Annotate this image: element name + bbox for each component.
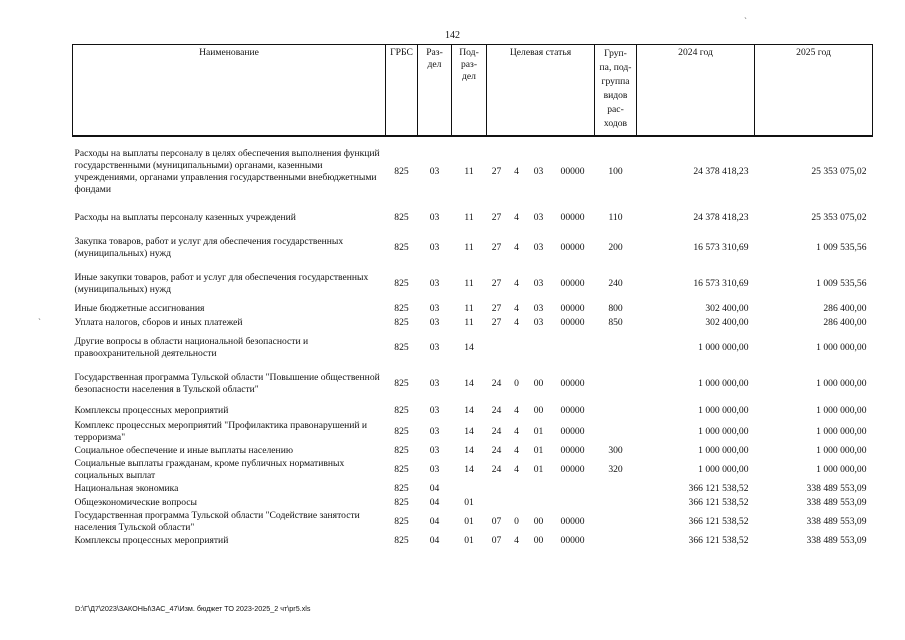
cell-name: Закупка товаров, работ и услуг для обеспечения государственных (муниципальных) нужд bbox=[74, 236, 344, 259]
cell-target-type: 0 bbox=[514, 516, 519, 527]
cell-target-type: 4 bbox=[514, 278, 519, 289]
cell-expense-group bbox=[595, 482, 637, 496]
cell-target-program: 27 bbox=[491, 278, 502, 289]
cell-2025: 1 000 000,00 bbox=[816, 464, 867, 475]
cell-2024: 302 400,00 bbox=[705, 317, 749, 328]
cell-target-direction bbox=[551, 482, 595, 496]
cell-target-subprogram: 01 bbox=[533, 464, 544, 475]
cell-expense-group: 850 bbox=[608, 317, 623, 328]
cell-target-direction: 00000 bbox=[560, 445, 585, 456]
cell-grbs: 825 bbox=[394, 212, 409, 223]
cell-podrazdel: 11 bbox=[464, 242, 474, 253]
cell-target-program: 24 bbox=[491, 378, 502, 389]
cell-razdel: 03 bbox=[429, 165, 440, 177]
cell-target-direction: 00000 bbox=[560, 464, 585, 475]
cell-target-type: 4 bbox=[514, 535, 519, 546]
table-row bbox=[73, 206, 873, 230]
cell-target-type: 0 bbox=[514, 378, 519, 389]
cell-target-subprogram bbox=[527, 330, 551, 366]
page-number: 142 bbox=[445, 30, 460, 41]
cell-2024: 366 121 538,52 bbox=[688, 483, 749, 494]
table-row bbox=[73, 482, 873, 496]
cell-2025: 338 489 553,09 bbox=[806, 535, 867, 546]
cell-grbs: 825 bbox=[394, 445, 409, 456]
cell-2024: 1 000 000,00 bbox=[698, 426, 749, 437]
cell-podrazdel: 14 bbox=[464, 378, 474, 389]
cell-2024: 24 378 418,23 bbox=[693, 165, 749, 177]
cell-expense-group bbox=[595, 366, 637, 402]
cell-target-type bbox=[507, 482, 527, 496]
cell-target-direction bbox=[551, 330, 595, 366]
cell-2025: 1 000 000,00 bbox=[816, 445, 867, 456]
table-row bbox=[73, 402, 873, 420]
cell-target-program: 24 bbox=[491, 464, 502, 475]
cell-2025: 1 009 535,56 bbox=[816, 242, 867, 253]
cell-2024: 1 000 000,00 bbox=[698, 464, 749, 475]
cell-razdel: 04 bbox=[429, 535, 440, 546]
cell-target-direction: 00000 bbox=[560, 278, 585, 289]
cell-target-direction: 00000 bbox=[560, 212, 585, 223]
cell-expense-group: 200 bbox=[608, 242, 623, 253]
cell-expense-group: 240 bbox=[608, 278, 623, 289]
cell-target-type: 4 bbox=[514, 242, 519, 253]
header-expense-group: Груп- па, под- группа видов рас- ходов bbox=[595, 45, 637, 137]
cell-2025: 1 000 000,00 bbox=[816, 342, 867, 353]
cell-target-program bbox=[487, 496, 507, 510]
cell-podrazdel: 01 bbox=[464, 535, 474, 546]
cell-2025: 1 000 000,00 bbox=[816, 426, 867, 437]
cell-2025: 25 353 075,02 bbox=[811, 165, 867, 177]
cell-name: Государственная программа Тульской области "Содействие занятости населения Тульской области" bbox=[74, 510, 360, 533]
header-2024: 2024 год bbox=[637, 45, 755, 137]
cell-target-direction: 00000 bbox=[560, 405, 585, 416]
cell-razdel: 03 bbox=[429, 445, 440, 456]
cell-razdel: 03 bbox=[429, 426, 440, 437]
cell-podrazdel: 14 bbox=[464, 405, 474, 416]
cell-razdel: 03 bbox=[429, 317, 440, 328]
cell-target-program: 24 bbox=[491, 405, 502, 416]
header-razdel: Раз- дел bbox=[418, 45, 452, 137]
cell-expense-group bbox=[595, 510, 637, 534]
cell-target-direction: 00000 bbox=[560, 242, 585, 253]
cell-target-type bbox=[507, 330, 527, 366]
cell-target-program bbox=[487, 330, 507, 366]
cell-grbs: 825 bbox=[394, 303, 409, 314]
cell-target-subprogram: 03 bbox=[533, 212, 544, 223]
cell-target-subprogram: 03 bbox=[533, 303, 544, 314]
cell-2025: 338 489 553,09 bbox=[806, 516, 867, 527]
cell-2024: 1 000 000,00 bbox=[698, 405, 749, 416]
cell-expense-group: 320 bbox=[608, 464, 623, 475]
table-row bbox=[73, 230, 873, 266]
cell-razdel: 03 bbox=[429, 303, 440, 314]
cell-target-type: 4 bbox=[514, 426, 519, 437]
cell-grbs: 825 bbox=[394, 535, 409, 546]
cell-razdel: 03 bbox=[429, 378, 440, 389]
table-row bbox=[73, 458, 873, 482]
table-row bbox=[73, 534, 873, 548]
cell-grbs: 825 bbox=[394, 242, 409, 253]
cell-podrazdel: 14 bbox=[464, 426, 474, 437]
cell-2024: 366 121 538,52 bbox=[688, 535, 749, 546]
cell-2024: 1 000 000,00 bbox=[698, 445, 749, 456]
cell-podrazdel: 14 bbox=[464, 445, 474, 456]
cell-2025: 338 489 553,09 bbox=[806, 483, 867, 494]
cell-2025: 1 009 535,56 bbox=[816, 278, 867, 289]
cell-expense-group: 800 bbox=[608, 303, 623, 314]
cell-name: Иные закупки товаров, работ и услуг для обеспечения государственных (муниципальных) нужд bbox=[74, 272, 369, 295]
cell-target-direction bbox=[551, 496, 595, 510]
cell-target-direction: 00000 bbox=[560, 165, 585, 177]
cell-target-type: 4 bbox=[514, 212, 519, 223]
cell-grbs: 825 bbox=[394, 464, 409, 475]
cell-podrazdel: 01 bbox=[464, 516, 474, 527]
table-body bbox=[73, 136, 873, 548]
cell-grbs: 825 bbox=[394, 426, 409, 437]
cell-expense-group bbox=[595, 330, 637, 366]
cell-2024: 1 000 000,00 bbox=[698, 342, 749, 353]
cell-target-direction: 00000 bbox=[560, 516, 585, 527]
cell-target-direction: 00000 bbox=[560, 378, 585, 389]
cell-podrazdel: 14 bbox=[464, 464, 474, 475]
cell-target-direction: 00000 bbox=[560, 317, 585, 328]
header-row bbox=[73, 45, 873, 137]
cell-name: Комплекс процессных мероприятий "Профилактика правонарушений и терроризма" bbox=[74, 420, 368, 443]
table-row bbox=[73, 510, 873, 534]
cell-2025: 25 353 075,02 bbox=[811, 212, 867, 223]
cell-target-direction: 00000 bbox=[560, 535, 585, 546]
table-row bbox=[73, 496, 873, 510]
cell-expense-group bbox=[595, 402, 637, 420]
cell-target-type bbox=[507, 496, 527, 510]
cell-podrazdel: 11 bbox=[464, 278, 474, 289]
cell-2025: 1 000 000,00 bbox=[816, 405, 867, 416]
cell-podrazdel: 11 bbox=[464, 212, 474, 223]
cell-expense-group bbox=[595, 496, 637, 510]
cell-podrazdel: 11 bbox=[464, 165, 474, 177]
cell-target-subprogram bbox=[527, 496, 551, 510]
cell-target-program: 27 bbox=[491, 242, 502, 253]
cell-podrazdel: 11 bbox=[464, 317, 474, 328]
cell-target-program: 07 bbox=[491, 516, 502, 527]
cell-2025: 1 000 000,00 bbox=[816, 378, 867, 389]
cell-target-direction: 00000 bbox=[560, 426, 585, 437]
cell-target-program: 27 bbox=[491, 303, 502, 314]
table-row bbox=[73, 366, 873, 402]
cell-target-direction: 00000 bbox=[560, 303, 585, 314]
cell-target-program: 27 bbox=[491, 165, 502, 177]
cell-target-program: 27 bbox=[491, 317, 502, 328]
cell-razdel: 03 bbox=[429, 342, 440, 353]
cell-2024: 302 400,00 bbox=[705, 303, 749, 314]
header-2025: 2025 год bbox=[755, 45, 873, 137]
cell-name: Национальная экономика bbox=[74, 483, 179, 494]
header-name: Наименование bbox=[73, 45, 386, 137]
cell-name: Государственная программа Тульской области "Повышение общественной безопасности населения в Тульской области" bbox=[74, 372, 380, 395]
cell-target-program bbox=[487, 482, 507, 496]
cell-target-type: 4 bbox=[514, 445, 519, 456]
budget-table-container bbox=[72, 44, 872, 548]
cell-razdel: 03 bbox=[429, 405, 440, 416]
cell-target-program: 27 bbox=[491, 212, 502, 223]
cell-target-subprogram: 00 bbox=[533, 535, 544, 546]
cell-2024: 366 121 538,52 bbox=[688, 516, 749, 527]
table-row bbox=[73, 302, 873, 316]
cell-target-subprogram: 03 bbox=[533, 278, 544, 289]
cell-name: Общеэкономические вопросы bbox=[74, 497, 197, 508]
table-row bbox=[73, 444, 873, 458]
file-path-footer: D:\Г\Д7\2023\ЗАКОНЫ\ЗАС_47\Изм. бюджет ТО 2023-2025_2 чт\pr5.xls bbox=[75, 604, 311, 613]
header-grbs: ГРБС bbox=[386, 45, 418, 137]
cell-grbs: 825 bbox=[394, 165, 409, 177]
cell-target-subprogram: 01 bbox=[533, 426, 544, 437]
cell-razdel: 04 bbox=[429, 516, 440, 527]
cell-2024: 1 000 000,00 bbox=[698, 378, 749, 389]
cell-target-type: 4 bbox=[514, 464, 519, 475]
cell-target-subprogram: 01 bbox=[533, 445, 544, 456]
header-podrazdel: Под- раз- дел bbox=[452, 45, 487, 137]
cell-razdel: 03 bbox=[429, 212, 440, 223]
cell-podrazdel bbox=[452, 482, 487, 496]
cell-razdel: 03 bbox=[429, 464, 440, 475]
cell-target-subprogram: 03 bbox=[533, 317, 544, 328]
cell-2024: 16 573 310,69 bbox=[693, 242, 749, 253]
table-row bbox=[73, 420, 873, 444]
cell-name: Комплексы процессных мероприятий bbox=[74, 405, 229, 416]
cell-target-subprogram: 00 bbox=[533, 378, 544, 389]
scan-mark: ˋ bbox=[744, 16, 747, 26]
cell-grbs: 825 bbox=[394, 378, 409, 389]
cell-expense-group: 110 bbox=[608, 212, 623, 223]
cell-grbs: 825 bbox=[394, 278, 409, 289]
scan-mark: ˏ bbox=[38, 310, 41, 320]
cell-grbs: 825 bbox=[394, 317, 409, 328]
cell-name: Расходы на выплаты персоналу казенных учреждений bbox=[74, 212, 296, 223]
cell-expense-group bbox=[595, 534, 637, 548]
cell-razdel: 03 bbox=[429, 242, 440, 253]
cell-target-subprogram: 03 bbox=[533, 242, 544, 253]
table-row bbox=[73, 316, 873, 330]
cell-2025: 286 400,00 bbox=[823, 317, 867, 328]
cell-name: Иные бюджетные ассигнования bbox=[74, 303, 205, 314]
cell-grbs: 825 bbox=[394, 405, 409, 416]
cell-expense-group: 300 bbox=[608, 445, 623, 456]
cell-razdel: 03 bbox=[429, 278, 440, 289]
cell-target-subprogram bbox=[527, 482, 551, 496]
cell-target-program: 07 bbox=[491, 535, 502, 546]
cell-2025: 338 489 553,09 bbox=[806, 497, 867, 508]
cell-target-subprogram: 03 bbox=[533, 165, 544, 177]
cell-grbs: 825 bbox=[394, 342, 409, 353]
cell-target-type: 4 bbox=[514, 317, 519, 328]
cell-name: Другие вопросы в области национальной безопасности и правоохранительной деятельности bbox=[74, 336, 309, 359]
cell-target-subprogram: 00 bbox=[533, 405, 544, 416]
cell-target-type: 4 bbox=[514, 303, 519, 314]
cell-expense-group bbox=[595, 420, 637, 444]
cell-2024: 366 121 538,52 bbox=[688, 497, 749, 508]
cell-grbs: 825 bbox=[394, 516, 409, 527]
cell-2024: 16 573 310,69 bbox=[693, 278, 749, 289]
table-row bbox=[73, 266, 873, 302]
cell-podrazdel: 01 bbox=[464, 497, 474, 508]
cell-name: Комплексы процессных мероприятий bbox=[74, 535, 229, 546]
cell-razdel: 04 bbox=[429, 497, 440, 508]
budget-table bbox=[72, 44, 873, 548]
cell-podrazdel: 11 bbox=[464, 303, 474, 314]
cell-name: Расходы на выплаты персоналу в целях обеспечения выполнения функций государственными (муниципальными) органами, казенными учреждениями, органами управления государственными внебюджетными фондами bbox=[74, 147, 380, 195]
cell-name: Уплата налогов, сборов и иных платежей bbox=[74, 317, 243, 328]
cell-name: Социальное обеспечение и иные выплаты населению bbox=[74, 445, 293, 456]
cell-grbs: 825 bbox=[394, 483, 409, 494]
cell-target-program: 24 bbox=[491, 445, 502, 456]
cell-2024: 24 378 418,23 bbox=[693, 212, 749, 223]
cell-target-type: 4 bbox=[514, 405, 519, 416]
cell-name: Социальные выплаты гражданам, кроме публичных нормативных социальных выплат bbox=[74, 458, 345, 481]
table-row bbox=[73, 330, 873, 366]
cell-target-type: 4 bbox=[514, 165, 519, 177]
cell-podrazdel: 14 bbox=[464, 342, 474, 353]
header-target-article: Целевая статья bbox=[487, 45, 595, 137]
table-row bbox=[73, 136, 873, 206]
cell-razdel: 04 bbox=[429, 483, 440, 494]
cell-grbs: 825 bbox=[394, 497, 409, 508]
cell-target-program: 24 bbox=[491, 426, 502, 437]
cell-target-subprogram: 00 bbox=[533, 516, 544, 527]
cell-expense-group: 100 bbox=[608, 165, 623, 177]
cell-2025: 286 400,00 bbox=[823, 303, 867, 314]
